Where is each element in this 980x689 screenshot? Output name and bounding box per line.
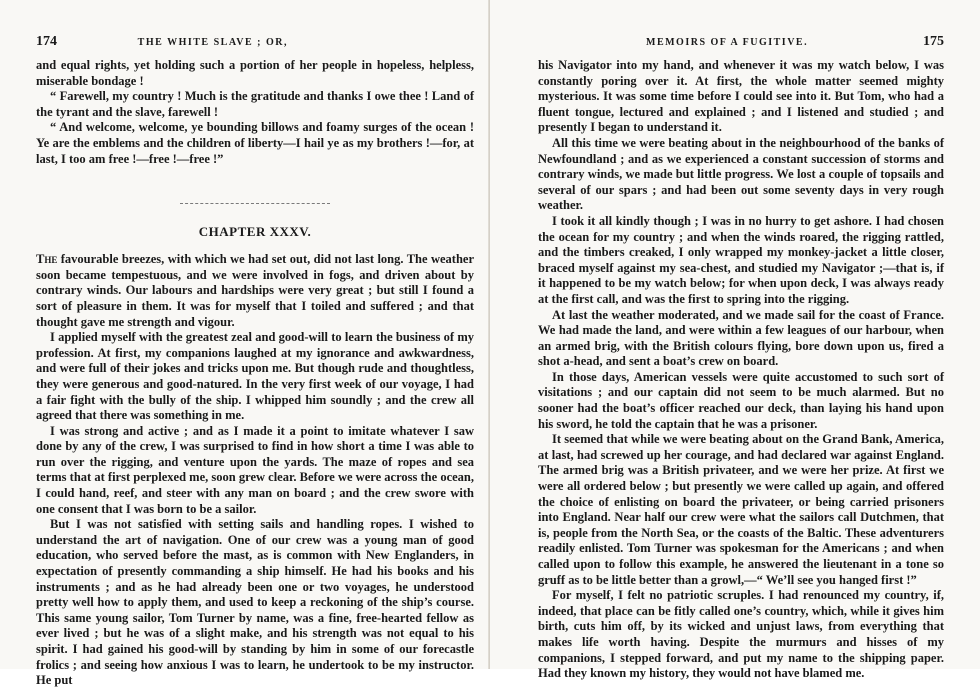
chapter-opening-paragraph <box>36 252 474 330</box>
chapter-opening-rest: favourable breezes, with which we had set out, did not last long. The weather soon became tempestuous, and we were involved in fogs, and driven about by contrary winds. Our labours and hardships were very great ; but still I found a sort of pleasure in them. It was for myself that I toiled and suffered ; and that thought gave me strength and vigour. <box>36 252 474 329</box>
left-running-head: THE WHITE SLAVE ; OR, <box>137 37 288 48</box>
section-divider <box>180 203 330 204</box>
right-page-text <box>538 58 944 682</box>
paragraph: and equal rights, yet holding such a portion of her people in hopeless, helpless, miserable bondage ! <box>36 58 474 88</box>
paragraph: I took it all kindly though ; I was in no hurry to get ashore. I had chosen the ocean for my country ; and when the winds roared, the rigging rattled, and the timbers creaked, I only wrapped my monkey-jacket a little closer, braced myself against my sea-chest, and studied my Navigator ;—that is, if it happened to be my watch below; for when upon deck, I was always ready at the first call, and was the first to spring into the rigging. <box>538 213 944 306</box>
left-page-text <box>36 58 474 167</box>
right-page-header <box>538 34 944 50</box>
paragraph: For myself, I felt no patriotic scruples. I had renounced my country, if, indeed, that place can be fitly called one’s country, which, while it gives him birth, cuts him off, by its wicked and unjust laws, from everything that makes life worth having. Despite the murmurs and hisses of my companions, I stepped forward, and put my name to the shipping paper. Had they known my history, they would not have blamed me. <box>538 588 944 681</box>
paragraph: But I was not satisfied with setting sails and handling ropes. I wished to understand the art of navigation. One of our crew was a young man of good education, who served before the mast, as is common with New Englanders, in expectation of presently commanding a ship himself. He had his books and his instruments ; and as he had already been one or two voyages, he understood pretty well how to apply them, and used to keep a reckoning of the ship’s course. This same young sailor, Tom Turner by name, was a fine, free-hearted fellow as ever lived ; but he was of a slight make, and his strength was not equal to his spirit. I had gained his good-will by standing by him in some of our forecastle frolics ; and seeing how anxious I was to learn, he undertook to be my instructor. He put <box>36 517 474 688</box>
chapter-first-word: The <box>36 252 58 267</box>
paragraph: It seemed that while we were beating about on the Grand Bank, America, at last, had screwed up her courage, and had declared war against England. The armed brig was a British privateer, and we were her prize. At first we were all ordered below ; but presently we were called up again, and offered the choice of enlisting on board the privateer, or being carried prisoners into England. Near half our crew were what the sailors call Dutchmen, that is, people from the North Sea, or the coasts of the Baltic. These adventurers readily enlisted. Tom Turner was spokesman for the Americans ; and when called upon to follow this example, he answered the lieutenant in a tone so gruff as to be little better than a growl,—“ We’ll see you hanged first !” <box>538 432 944 587</box>
left-page <box>0 0 490 688</box>
right-page <box>490 0 980 681</box>
chapter-title: CHAPTER XXXV. <box>198 224 312 240</box>
left-page-header <box>36 34 474 50</box>
paragraph: his Navigator into my hand, and whenever it was my watch below, I was constantly poring over it. At first, the whole matter seemed mighty mysterious. It was some time before I could see into it. But Tom, who had a fluent tongue, lectured and explained ; and I listened and studied ; and presently I began to understand it. <box>538 58 944 135</box>
paragraph: “ Farewell, my country ! Much is the gratitude and thanks I owe thee ! Land of the tyrant and the slave, farewell ! <box>36 89 474 119</box>
paragraph: I applied myself with the greatest zeal and good-will to learn the business of my profession. At first, my companions laughed at my ignorance and awkwardness, and were full of their jokes and tricks upon me. But though rude and thoughtless, they were generous and good-natured. In the very first week of our voyage, I had a fair fight with the bully of the ship. I whipped him soundly ; and the crew all agreed that there was something in me. <box>36 330 474 423</box>
chapter-text <box>36 252 474 689</box>
left-page-number: 174 <box>36 34 57 49</box>
right-running-head: MEMOIRS OF A FUGITIVE. <box>646 37 809 48</box>
paragraph: At last the weather moderated, and we made sail for the coast of France. We had made the land, and were within a few leagues of our harbour, when an armed brig, with the British colours flying, bore down upon us, fired a shot a-head, and sent a boat’s crew on board. <box>538 307 944 369</box>
paragraph: All this time we were beating about in the neighbourhood of the banks of Newfoundland ; and as we experienced a constant succession of storms and contrary winds, we made but little progress. We lost a couple of topsails and several of our spars ; and had been out some seventy days in very rough weather. <box>538 135 944 213</box>
paragraph: “ And welcome, welcome, ye bounding billows and foamy surges of the ocean ! Ye are the emblems and the children of liberty—I hail ye as my brothers !—for, at last, I too am free !—free !—free !” <box>36 120 474 166</box>
paragraph: In those days, American vessels were quite accustomed to such sort of visitations ; and our captain did not seem to be much alarmed. But no sooner had the boat’s officer reached our deck, than laying his hand upon his sword, he told the captain that he was a prisoner. <box>538 369 944 431</box>
paragraph: I was strong and active ; and as I made it a point to imitate whatever I saw done by any of the crew, I was surprised to find in how short a time I was able to run over the rigging, and venture upon the yards. The maze of ropes and sea terms that at first perplexed me, soon grew clear. Before we were across the ocean, I could hand, reef, and steer with any man on board ; and the crew swore with one consent that I was born to be a sailor. <box>36 423 474 516</box>
right-page-number: 175 <box>923 34 944 49</box>
